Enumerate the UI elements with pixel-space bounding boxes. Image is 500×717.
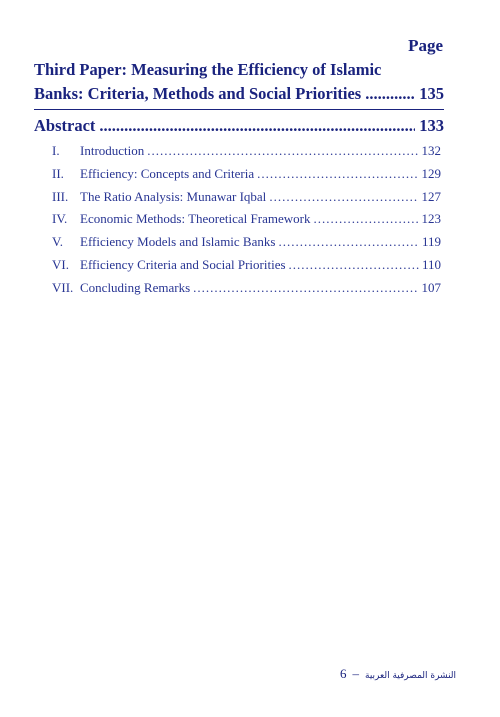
section-page-number: 129 xyxy=(421,165,441,181)
dot-leader xyxy=(365,82,415,106)
main-entry-title-line2: Banks: Criteria, Methods and Social Priorities xyxy=(34,84,362,103)
section-number: V. xyxy=(52,234,63,250)
section-entry[interactable] xyxy=(52,189,441,212)
section-title: Economic Methods: Theoretical Framework xyxy=(80,211,311,227)
section-number: VI. xyxy=(52,256,69,272)
section-number: III. xyxy=(52,188,69,204)
section-page-number: 123 xyxy=(421,211,441,227)
section-number: II. xyxy=(52,165,64,181)
section-list xyxy=(52,143,441,303)
section-entry[interactable] xyxy=(52,143,441,166)
footer-dash: – xyxy=(352,666,359,681)
section-page-number: 107 xyxy=(421,279,441,295)
dot-leader xyxy=(257,166,418,182)
dot-leader xyxy=(313,211,418,227)
section-number: I. xyxy=(52,143,60,158)
footer-publication-title: النشرة المصرفية العربية xyxy=(365,671,457,681)
main-entry[interactable] xyxy=(34,58,444,106)
section-page-number: 119 xyxy=(421,234,441,250)
section-title: Efficiency: Concepts and Criteria xyxy=(80,165,255,181)
dot-leader xyxy=(289,257,419,273)
section-number: IV. xyxy=(52,211,68,227)
main-entry-page-number: 135 xyxy=(419,84,444,103)
section-title: Efficiency Criteria and Social Priorities xyxy=(80,256,286,272)
abstract-page-number: 133 xyxy=(419,116,444,135)
main-entry-line2 xyxy=(34,82,444,106)
section-title: Introduction xyxy=(80,143,145,158)
section-entry[interactable] xyxy=(52,166,441,189)
section-page-number: 110 xyxy=(421,256,441,272)
main-entry-title-line1: Third Paper: Measuring the Efficiency of Islamic xyxy=(34,60,382,79)
section-page-number: 132 xyxy=(421,143,441,158)
section-entry[interactable] xyxy=(52,257,441,280)
footer-page-number: 6 xyxy=(340,666,347,681)
dot-leader xyxy=(193,280,418,296)
section-entry[interactable] xyxy=(52,211,441,234)
dot-leader xyxy=(99,116,415,136)
page-footer xyxy=(340,666,456,682)
section-number: VII. xyxy=(52,279,74,295)
dot-leader xyxy=(269,189,418,205)
dot-leader xyxy=(147,143,418,159)
abstract-entry[interactable] xyxy=(34,116,444,136)
section-page-number: 127 xyxy=(421,188,441,204)
divider-rule xyxy=(34,109,444,110)
section-entry[interactable] xyxy=(52,280,441,303)
section-entry[interactable] xyxy=(52,234,441,257)
section-title: Efficiency Models and Islamic Banks xyxy=(80,234,276,250)
section-title: Concluding Remarks xyxy=(80,279,191,295)
abstract-title: Abstract xyxy=(34,116,96,135)
page-heading: Page xyxy=(408,36,443,55)
section-title: The Ratio Analysis: Munawar Iqbal xyxy=(80,188,267,204)
dot-leader xyxy=(278,234,419,250)
